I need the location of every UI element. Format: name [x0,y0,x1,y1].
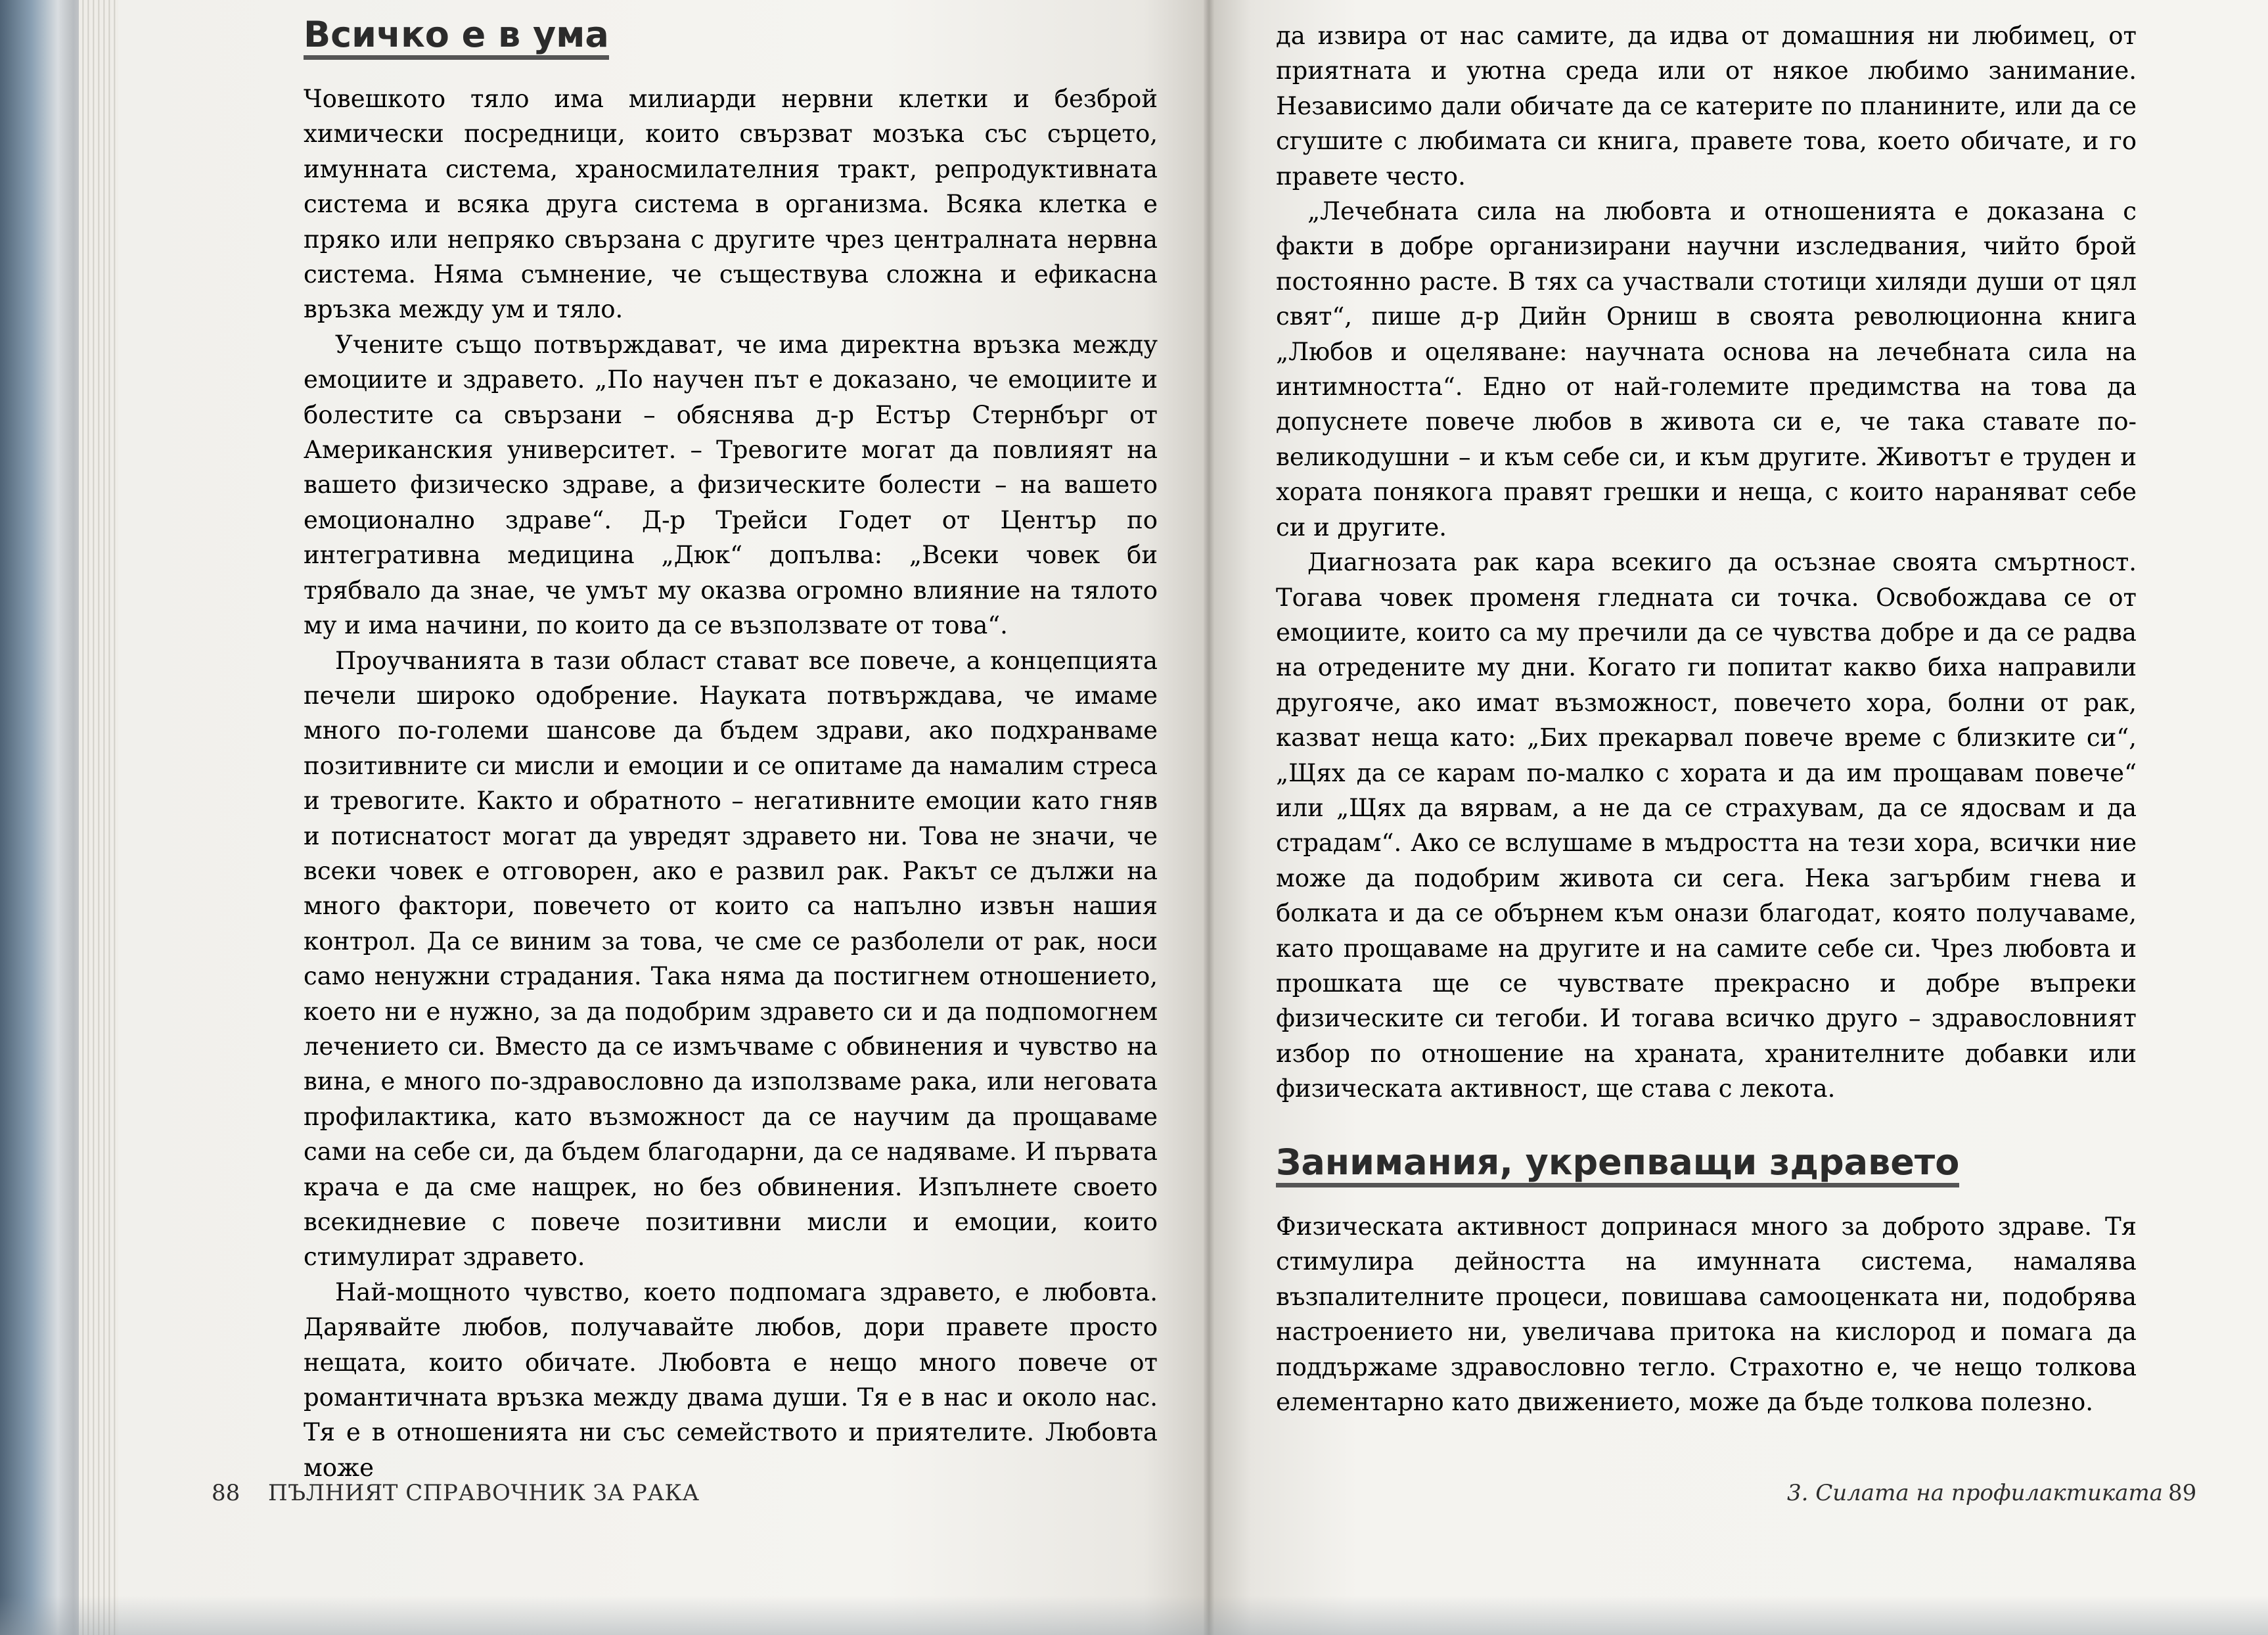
section-heading-activities: Занимания, укрепващи здравето [1276,1142,1959,1187]
right-page-body-top [1276,18,2137,1107]
right-page-body-bottom [1276,1209,2137,1419]
paragraph: Най-мощното чувство, което подпомага здравето, е любовта. Дарявайте любов, получавайте любов, дори правете просто нещата, които обичате. Любовта е нещо много повече от романтичната връзка между двама души. Тя е в нас и около нас. Тя е в отношенията ни със семейството и приятелите. Любовта може [304,1278,1158,1482]
page-number-left: 88 [212,1480,240,1506]
scan-bottom-shadow [0,1596,2268,1635]
running-title-left: ПЪЛНИЯТ СПРАВОЧНИК ЗА РАКА [268,1480,700,1506]
paragraph: Учените също потвърждават, че има директна връзка между емоциите и здравето. „По научен път е доказано, че емоциите и болестите са свързани – обяснява д-р Естър Стернбърг от Американския университет. – Тревогите могат да повлияят на вашето физическо здраве, а физическите болести – на вашето емоционално здраве“. Д-р Трейси Годет от Център по интегративна медицина „Дюк“ допълва: „Всеки човек би трябвало да знае, че умът му оказва огромно влияние на тялото му и има начини, по които да се възползвате от това“. [304,330,1158,640]
paragraph: Човешкото тяло има милиарди нервни клетки и безброй химически посредници, които свързват мозъка със сърцето, имунната система, храносмилателния тракт, репродуктивната система и всяка друга система в организма. Всяка клетка е пряко или непряко свързана с другите чрез централната нервна система. Няма съмнение, че съществува сложна и ефикасна връзка между ум и тяло. [304,85,1158,324]
left-section-heading-wrap [304,14,609,60]
left-page-body [304,81,1158,1485]
right-section-heading-wrap [1276,1142,1959,1187]
paragraph: Физическата активност допринася много за доброто здраве. Тя стимулира дейността на имунната система, намалява възпалителните процеси, повишава самооценката ни, подобрява настроението ни, увеличава притока на кислород и помага да поддържаме здравословно тегло. Страхотно е, че нещо толкова елементарно като движението, може да бъде толкова полезно. [1276,1212,2137,1417]
section-heading-mind: Всичко е в ума [304,14,609,60]
paragraph: да извира от нас самите, да идва от домашния ни любимец, от приятната и уютна среда или от някое любимо занимание. Независимо дали обичате да се катерите по планините, или да се сгушите с любимата си книга, правете това, което обичате, и го правете често. [1276,22,2137,191]
page-number-right: 89 [2168,1480,2197,1506]
running-title-right: 3. Силата на профилактиката [1787,1480,2163,1506]
paragraph: Диагнозата рак кара всекиго да осъзнае своята смъртност. Тогава човек променя гледната си точка. Освобождава се от емоциите, които са му пречили да се чувства добре и да се радва на отредените му дни. Когато ги попитат какво биха направили другояче, ако имат възможност, повечето хора, болни от рак, казват неща като: „Бих прекарвал повече време с близките си“, „Щях да се карам по-малко с хората и да им прощавам повече“ или „Щях да вярвам, а не да се страхувам, да се ядосвам и да страдам“. Ако се вслушаме в мъдростта на тези хора, всички ние може да подобрим живота си сега. Нека загърбим гнева и болката и да се обърнем към онази благодат, която получаваме, като прощаваме на другите и на самите себе си. Чрез любовта и прошката ще се чувствате прекрасно и добре въпреки физическите си тегоби. И тогава всичко друго – здравословният избор по отношение на храната, хранителните добавки или физическата активност, ще става с лекота. [1276,548,2137,1103]
book-gutter [1204,0,1214,1635]
paragraph: „Лечебната сила на любовта и отношенията е доказана с факти в добре организирани научни изследвания, чийто брой постоянно расте. В тях са участвали стотици хиляди души от цял свят“, пише д-р Дийн Орниш в своята революционна книга „Любов и оцеляване: научната основа на лечебната сила на интимността“. Едно от най-големите предимства на това да допуснете повече любов в живота си е, че така ставате по-великодушни – и към себе си, и към другите. Животът е труден и хората понякога правят грешки и неща, с които нараняват себе си и другите. [1276,197,2137,541]
paragraph: Проучванията в тази област стават все повече, а концепцията печели широко одобрение. Науката потвърждава, че имаме много по-големи шансове да бъдем здрави, ако подхранваме позитивните си мисли и емоции и се опитаме да намалим стреса и тревогите. Както и обратното – негативните емоции като гняв и потиснатост могат да увредят здравето ни. Това не значи, че всеки човек е отговорен, ако е развил рак. Ракът се дължи на много фактори, повечето от които са напълно извън нашия контрол. Да се виним за това, че сме се разболели от рак, носи само ненужни страдания. Така няма да постигнем отношението, което ни е нужно, за да подобрим здравето си и да подпомогнем лечението си. Вместо да се измъчваме с обвинения и чувство на вина, е много по-здравословно да използваме рака, или неговата профилактика, като възможност да се научим да прощаваме сами на себе си, да бъдем благодарни, да се надяваме. И първата крача е да сме нащрек, но без обвинения. Изпълнете своето всекидневие с повече позитивни мисли и емоции, които стимулират здравето. [304,646,1158,1272]
